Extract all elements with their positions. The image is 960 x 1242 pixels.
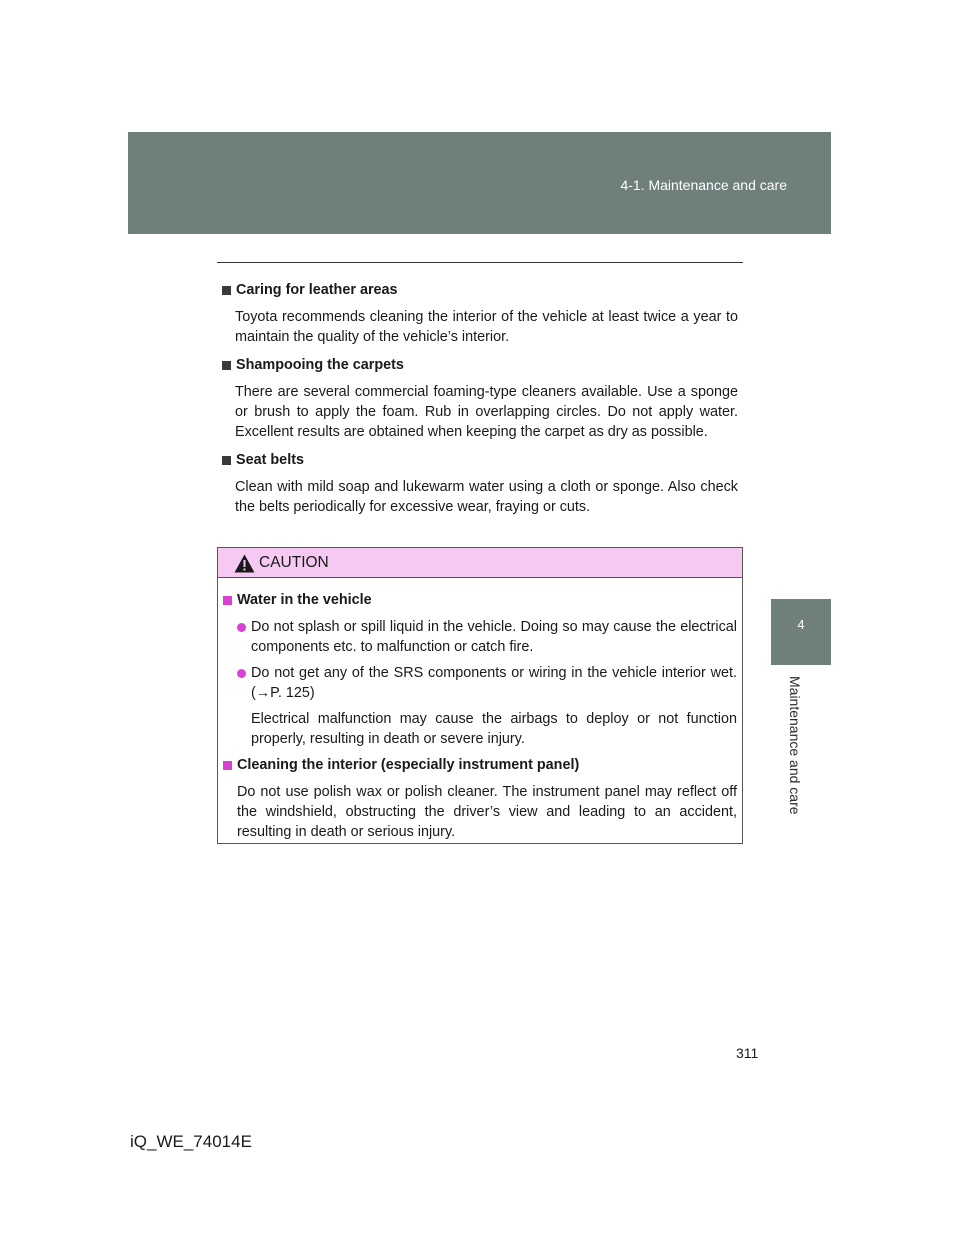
bullet-text: Do not get any of the SRS components or wiring in the vehicle interior wet. (→P. 125) [251, 665, 737, 701]
chapter-number: 4 [797, 617, 805, 632]
caution-bullet [237, 663, 737, 703]
bullet-note: Electrical malfunction may cause the airbags to deploy or not function properly, resulting in death or severe injury. [251, 711, 737, 747]
heading-text: Cleaning the interior (especially instrument panel) [237, 757, 580, 773]
section-title: 4-1. Maintenance and care [620, 177, 787, 193]
square-bullet-icon [222, 456, 231, 465]
caution-bullet [237, 617, 737, 657]
caution-heading [223, 755, 737, 775]
square-bullet-icon [222, 361, 231, 370]
heading-text: Water in the vehicle [237, 592, 372, 608]
main-content [222, 280, 738, 525]
caution-text: Do not use polish wax or polish cleaner. The instrument panel may reflect off the windshield, obstructing the driver’s view and leading to an accident, resulting in death or serious injury. [237, 784, 737, 840]
section-text: Toyota recommends cleaning the interior of the vehicle at least twice a year to maintain the quality of the vehicle’s interior. [235, 309, 738, 345]
round-bullet-icon [237, 669, 246, 678]
section-text: There are several commercial foaming-type cleaners available. Use a sponge or brush to apply the foam. Rub in overlapping circles. Do not apply water. Excellent results are obtained when keeping the carpet as dry as possible. [235, 384, 738, 440]
square-bullet-icon [223, 596, 232, 605]
caution-title: CAUTION [259, 554, 329, 571]
header-band [128, 132, 831, 234]
chapter-tab [771, 599, 831, 665]
caution-body [218, 578, 742, 842]
square-bullet-icon [223, 761, 232, 770]
top-rule [217, 262, 743, 263]
page-number: 311 [736, 1045, 759, 1061]
chapter-label: Maintenance and care [787, 676, 803, 815]
square-bullet-icon [222, 286, 231, 295]
caution-heading [223, 590, 737, 610]
caution-box [217, 547, 743, 844]
document-code: iQ_WE_74014E [130, 1132, 252, 1151]
caution-header [218, 548, 742, 578]
heading-text: Shampooing the carpets [236, 357, 404, 373]
section-text: Clean with mild soap and lukewarm water using a cloth or sponge. Also check the belts periodically for excessive wear, fraying or cuts. [235, 479, 738, 515]
warning-triangle-icon [234, 554, 255, 573]
round-bullet-icon [237, 623, 246, 632]
section-heading [222, 280, 738, 300]
section-heading [222, 450, 738, 470]
heading-text: Seat belts [236, 452, 304, 468]
section-heading [222, 355, 738, 375]
heading-text: Caring for leather areas [236, 282, 398, 298]
bullet-text: Do not splash or spill liquid in the vehicle. Doing so may cause the electrical components etc. to malfunction or catch fire. [251, 619, 737, 655]
